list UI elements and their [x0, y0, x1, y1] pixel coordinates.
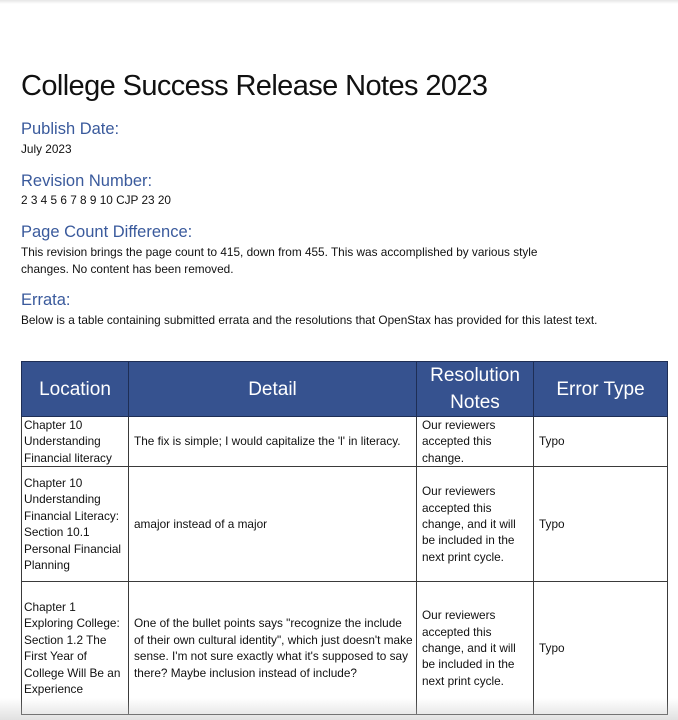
cell-location: Chapter 1 Exploring College: Section 1.2 The First Year of College Will Be an Experience: [22, 582, 129, 715]
document-title: College Success Release Notes 2023: [21, 70, 488, 102]
cell-resolution: Our reviewers accepted this change, and it will be included in the next print cycle.: [417, 582, 534, 715]
column-header-error-type: Error Type: [534, 362, 668, 417]
cell-detail: One of the bullet points says "recognize the include of their own cultural identity", which just doesn't make sense. I'm not sure exactly what it's supposed to say there? Maybe inclusion instead of include?: [129, 582, 417, 715]
publish-date-heading: Publish Date:: [21, 120, 120, 138]
publish-date-value: July 2023: [21, 142, 72, 156]
table-row: [22, 582, 668, 715]
cell-location: Chapter 10 Understanding Financial literacy: [22, 417, 129, 467]
cell-error-type: Typo: [534, 582, 668, 715]
table-row: [22, 417, 668, 467]
revision-number-value: 2 3 4 5 6 7 8 9 10 CJP 23 20: [21, 193, 171, 207]
column-header-resolution-notes: Resolution Notes: [417, 362, 534, 417]
cell-resolution: Our reviewers accepted this change, and it will be included in the next print cycle.: [417, 467, 534, 582]
column-header-location: Location: [22, 362, 129, 417]
cell-detail: The fix is simple; I would capitalize the 'l' in literacy.: [129, 417, 417, 467]
errata-table: [21, 361, 668, 715]
top-edge-shade: [0, 0, 678, 4]
column-header-detail: Detail: [129, 362, 417, 417]
cell-detail: amajor instead of a major: [129, 467, 417, 582]
page-count-text: This revision brings the page count to 415, down from 455. This was accomplished by various style changes. No content has been removed.: [21, 245, 538, 276]
cell-error-type: Typo: [534, 467, 668, 582]
table-row: [22, 467, 668, 582]
errata-heading: Errata:: [21, 291, 71, 309]
cell-error-type: Typo: [534, 417, 668, 467]
page-count-heading: Page Count Difference:: [21, 223, 193, 241]
revision-number-heading: Revision Number:: [21, 172, 153, 190]
cell-location: Chapter 10 Understanding Financial Literacy: Section 10.1 Personal Financial Planning: [22, 467, 129, 582]
errata-intro-text: Below is a table containing submitted errata and the resolutions that OpenStax has provided for this latest text.: [21, 313, 598, 327]
table-header-row: [22, 362, 668, 417]
cell-resolution: Our reviewers accepted this change.: [417, 417, 534, 467]
